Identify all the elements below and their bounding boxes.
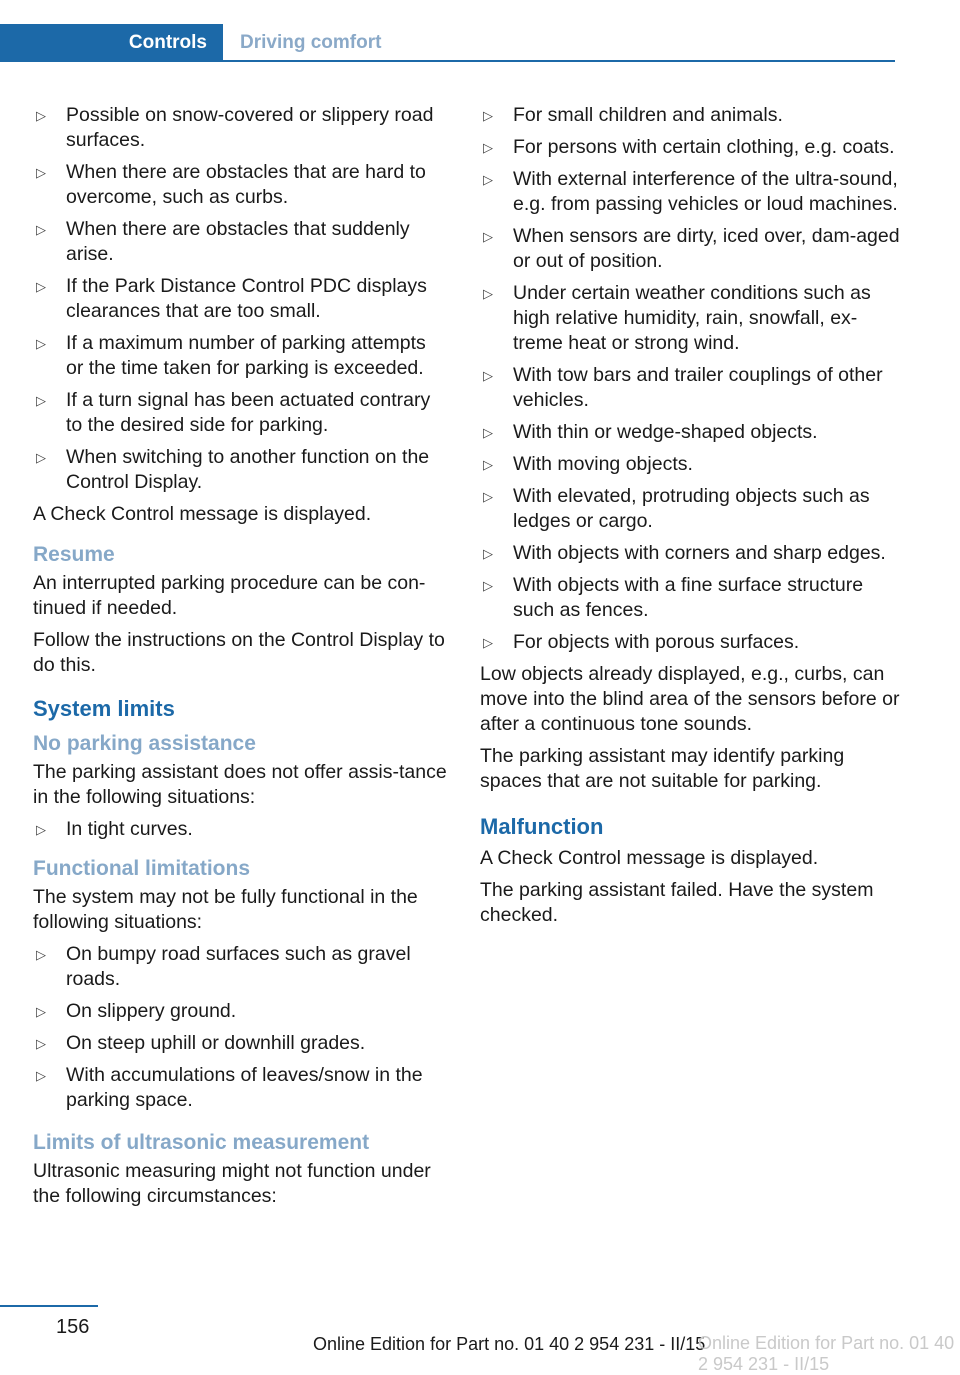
section-tab-driving-comfort: Driving comfort <box>240 32 382 53</box>
list-item <box>480 484 900 534</box>
list-item <box>33 103 448 153</box>
triangle-right-icon: ▷ <box>36 393 46 408</box>
triangle-right-icon: ▷ <box>483 140 493 155</box>
header-rule <box>0 60 895 62</box>
list-item <box>33 817 448 842</box>
triangle-right-icon: ▷ <box>36 336 46 351</box>
resume-paragraph-1: An interrupted parking procedure can be con-tinued if needed. <box>33 572 426 619</box>
list-item-text: With thin or wedge-shaped objects. <box>513 421 818 443</box>
ultrasonic-limits-paragraph: Ultrasonic measuring might not function under the following circumstances: <box>33 1160 431 1207</box>
list-item-text: When there are obstacles that are hard to overcome, such as curbs. <box>66 161 426 208</box>
list-item <box>480 573 900 623</box>
unsuitable-spaces-paragraph: The parking assistant may identify parking spaces that are not suitable for parking. <box>480 745 845 792</box>
ultrasonic-limits-heading: Limits of ultrasonic measurement <box>33 1131 370 1154</box>
triangle-right-icon: ▷ <box>36 1004 46 1019</box>
list-item <box>480 363 900 413</box>
malfunction-paragraph-2: The parking assistant failed. Have the system checked. <box>480 879 874 926</box>
list-item-text: With objects with corners and sharp edges. <box>513 542 886 564</box>
failure-conditions-list <box>33 103 448 495</box>
triangle-right-icon: ▷ <box>483 229 493 244</box>
triangle-right-icon: ▷ <box>483 635 493 650</box>
list-item-text: Under certain weather conditions such as high relative humidity, rain, snowfall, ex-treme heat or strong wind. <box>513 282 871 354</box>
no-assistance-list <box>33 817 448 842</box>
list-item <box>33 160 448 210</box>
list-item-text: For objects with porous surfaces. <box>513 631 800 653</box>
triangle-right-icon: ▷ <box>36 822 46 837</box>
list-item-text: For small children and animals. <box>513 104 783 126</box>
list-item-text: If the Park Distance Control PDC displays clearances that are too small. <box>66 275 427 322</box>
list-item <box>480 135 900 160</box>
list-item <box>480 167 900 217</box>
triangle-right-icon: ▷ <box>36 165 46 180</box>
list-item-text: Possible on snow-covered or slippery road surfaces. <box>66 104 434 151</box>
triangle-right-icon: ▷ <box>483 172 493 187</box>
functional-limitations-heading: Functional limitations <box>33 857 251 880</box>
triangle-right-icon: ▷ <box>36 222 46 237</box>
triangle-right-icon: ▷ <box>483 286 493 301</box>
triangle-right-icon: ▷ <box>36 1036 46 1051</box>
list-item <box>480 281 900 356</box>
no-parking-assistance-paragraph: The parking assistant does not offer assis-tance in the following situations: <box>33 761 447 808</box>
list-item <box>33 445 448 495</box>
list-item-text: With tow bars and trailer couplings of other vehicles. <box>513 364 883 411</box>
list-item-text: In tight curves. <box>66 818 193 840</box>
list-item <box>33 331 448 381</box>
list-item <box>480 630 900 655</box>
triangle-right-icon: ▷ <box>36 279 46 294</box>
functional-limitations-list <box>33 942 448 1113</box>
section-tab-controls: Controls <box>0 24 223 62</box>
list-item-text: If a turn signal has been actuated contrary to the desired side for parking. <box>66 389 431 436</box>
no-parking-assistance-heading: No parking assistance <box>33 732 256 755</box>
functional-limitations-paragraph: The system may not be fully functional in the following situations: <box>33 886 418 933</box>
list-item-text: On bumpy road surfaces such as gravel roads. <box>66 943 411 990</box>
triangle-right-icon: ▷ <box>483 425 493 440</box>
page-header <box>0 24 895 62</box>
low-objects-paragraph: Low objects already displayed, e.g., curbs, can move into the blind area of the sensors before or after a continuous tone sounds. <box>480 663 900 735</box>
list-item-text: When switching to another function on the Control Display. <box>66 446 430 493</box>
list-item-text: When there are obstacles that suddenly arise. <box>66 218 410 265</box>
list-item-text: On steep uphill or downhill grades. <box>66 1032 366 1054</box>
triangle-right-icon: ▷ <box>36 947 46 962</box>
footer-rule <box>0 1305 98 1307</box>
list-item <box>480 541 900 566</box>
list-item <box>33 1031 448 1056</box>
list-item <box>480 420 900 445</box>
list-item-text: When sensors are dirty, iced over, dam-aged or out of position. <box>513 225 900 272</box>
check-control-text: A Check Control message is displayed. <box>33 503 372 525</box>
list-item <box>33 1063 448 1113</box>
triangle-right-icon: ▷ <box>483 546 493 561</box>
ultrasonic-conditions-list <box>480 103 900 655</box>
triangle-right-icon: ▷ <box>36 1068 46 1083</box>
triangle-right-icon: ▷ <box>483 578 493 593</box>
watermark-text: Online Edition for Part no. 01 40 2 954 231 - II/15 <box>698 1333 955 1374</box>
list-item <box>33 217 448 267</box>
list-item <box>33 274 448 324</box>
system-limits-heading: System limits <box>33 696 175 721</box>
list-item <box>33 388 448 438</box>
list-item <box>480 224 900 274</box>
list-item <box>480 452 900 477</box>
right-column <box>480 103 900 935</box>
list-item-text: With accumulations of leaves/snow in the parking space. <box>66 1064 423 1111</box>
resume-paragraph-2: Follow the instructions on the Control Display to do this. <box>33 629 445 676</box>
list-item-text: With external interference of the ultra-sound, e.g. from passing vehicles or loud machines. <box>513 168 898 215</box>
triangle-right-icon: ▷ <box>36 450 46 465</box>
left-column <box>33 103 448 1216</box>
list-item-text: With objects with a fine surface structure such as fences. <box>513 574 864 621</box>
list-item-text: If a maximum number of parking attempts or the time taken for parking is exceeded. <box>66 332 426 379</box>
triangle-right-icon: ▷ <box>483 457 493 472</box>
list-item-text: On slippery ground. <box>66 1000 237 1022</box>
list-item-text: For persons with certain clothing, e.g. coats. <box>513 136 895 158</box>
list-item-text: With moving objects. <box>513 453 693 475</box>
triangle-right-icon: ▷ <box>36 108 46 123</box>
malfunction-paragraph-1: A Check Control message is displayed. <box>480 847 819 869</box>
page-number: 156 <box>56 1316 90 1338</box>
resume-heading: Resume <box>33 543 115 566</box>
malfunction-heading: Malfunction <box>480 814 604 839</box>
edition-text: Online Edition for Part no. 01 40 2 954 231 - II/15 <box>313 1334 706 1354</box>
triangle-right-icon: ▷ <box>483 489 493 504</box>
list-item <box>33 942 448 992</box>
triangle-right-icon: ▷ <box>483 368 493 383</box>
list-item-text: With elevated, protruding objects such as ledges or cargo. <box>513 485 870 532</box>
list-item <box>480 103 900 128</box>
list-item <box>33 999 448 1024</box>
triangle-right-icon: ▷ <box>483 108 493 123</box>
